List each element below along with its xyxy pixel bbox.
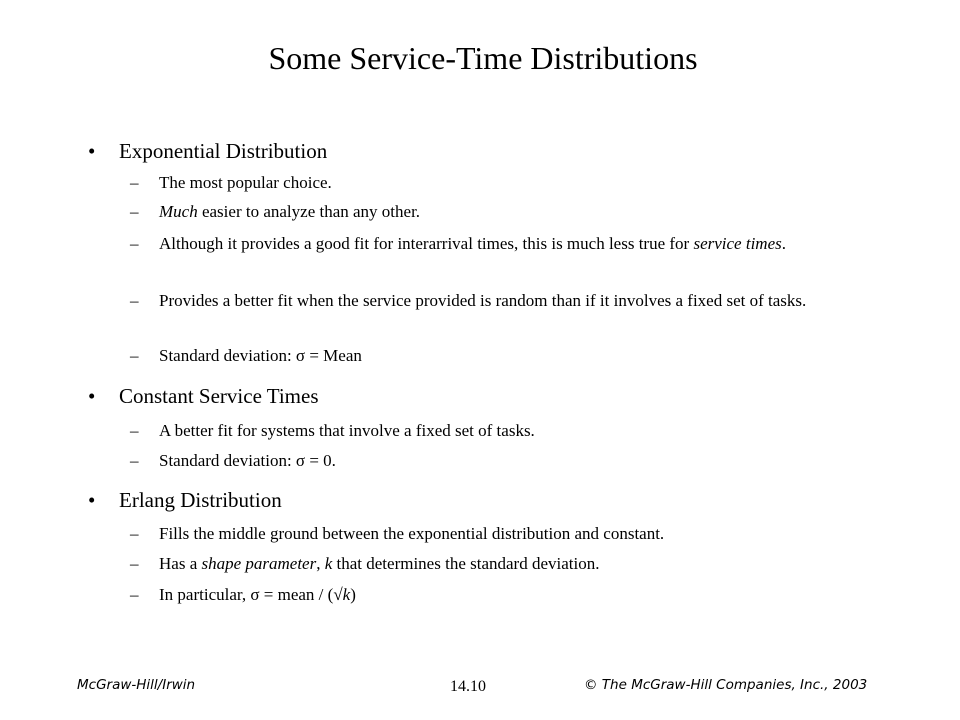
subitem-text: Has a shape parameter, k that determines the standard deviation. xyxy=(159,554,600,573)
sigma-symbol: σ xyxy=(295,451,306,470)
dash: – xyxy=(130,234,139,253)
subitem-main: Although it provides a good fit for interarrival times, this is much less true for xyxy=(159,234,690,253)
emphasis-k: k xyxy=(324,554,333,573)
subitem-rest: = mean / ( xyxy=(263,585,334,604)
bullet-heading: Constant Service Times xyxy=(119,384,319,408)
subitem-text: Provides a better fit when the service provided is random than if it involves a fixed set of tasks. xyxy=(159,291,807,310)
bullet-dot: • xyxy=(88,384,96,408)
subitem-rest: that determines the standard deviation. xyxy=(336,554,600,573)
subitem-text xyxy=(159,343,879,368)
dash: – xyxy=(130,524,139,543)
emphasis-shape-parameter: shape parameter xyxy=(201,554,317,573)
footer-page-number: 14.10 xyxy=(450,678,486,695)
subitem-text: In particular, σ = mean / (√k) xyxy=(159,585,356,604)
subitem-rest: = 0. xyxy=(309,451,336,470)
dash: – xyxy=(130,346,139,365)
subitem-main: Standard deviation: xyxy=(159,451,292,470)
dash: – xyxy=(130,451,139,470)
emphasis-service-times: service times xyxy=(693,234,782,253)
emphasis-much: Much xyxy=(159,202,198,221)
footer-copyright: © The McGraw-Hill Companies, Inc., 2003 xyxy=(584,677,868,693)
bullet-dot: • xyxy=(88,139,96,163)
subitem-rest: = Mean xyxy=(309,346,362,365)
sigma-symbol: σ xyxy=(295,346,306,365)
subitem-text xyxy=(159,199,879,224)
bullet-heading: Exponential Distribution xyxy=(119,139,328,163)
subitem-main: Standard deviation: xyxy=(159,346,292,365)
slide-title: Some Service-Time Distributions xyxy=(268,40,698,76)
subitem-text: Although it provides a good fit for interarrival times, this is much less true for service times. xyxy=(159,234,786,253)
footer-publisher: McGraw-Hill/Irwin xyxy=(77,677,196,693)
bullet-dot: • xyxy=(88,488,96,512)
bullet-heading: Erlang Distribution xyxy=(119,488,282,512)
sqrt-symbol: √ xyxy=(333,585,343,604)
subitem-text: A better fit for systems that involve a fixed set of tasks. xyxy=(159,421,535,440)
subitem-text: The most popular choice. xyxy=(159,173,332,192)
sigma-symbol: σ xyxy=(250,585,260,604)
dash: – xyxy=(130,421,139,440)
dash: – xyxy=(130,585,139,604)
subitem-rest: easier to analyze than any other. xyxy=(201,202,421,221)
emphasis-k: k xyxy=(342,585,351,604)
subitem-text xyxy=(159,448,879,473)
subitem-main: Has a xyxy=(159,554,198,573)
subitem-main: In particular, xyxy=(159,585,247,604)
dash: – xyxy=(130,291,139,310)
dash: – xyxy=(130,554,139,573)
dash: – xyxy=(130,173,139,192)
dash: – xyxy=(130,202,139,221)
subitem-text: Fills the middle ground between the exponential distribution and constant. xyxy=(159,524,665,543)
